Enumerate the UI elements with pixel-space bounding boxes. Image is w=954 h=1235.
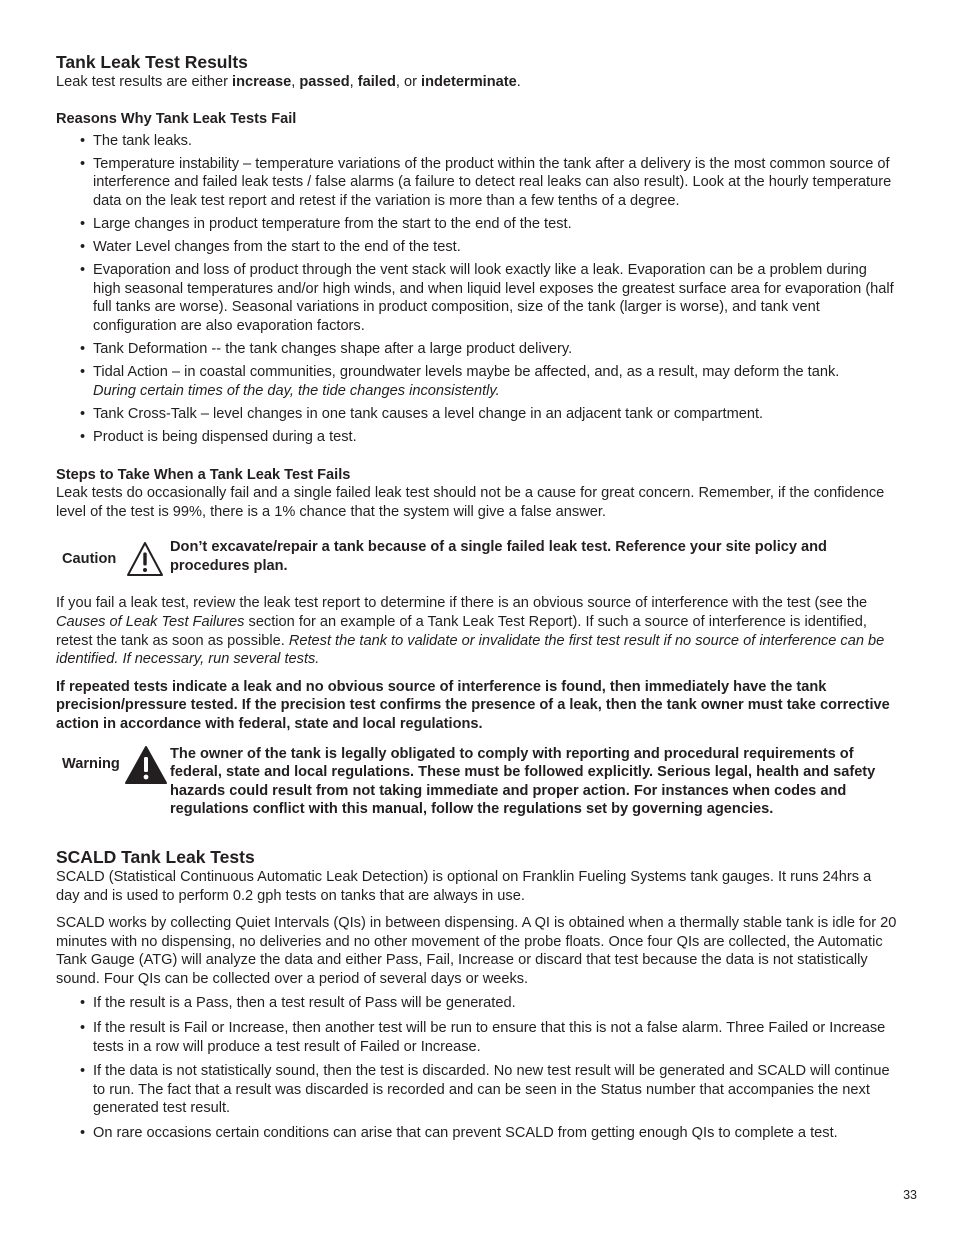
caution-triangle-icon (126, 540, 164, 578)
repeated-tests-paragraph: If repeated tests indicate a leak and no obvious source of interference is found, then immediately have the tank precision/pressure tested. If the precision test confirms the presence of a leak, then the tank owner must take corrective action in accordance with federal, state and local regulations. (56, 678, 890, 732)
subsection-title-reasons: Reasons Why Tank Leak Tests Fail (56, 111, 297, 128)
section-title-results: Tank Leak Test Results (56, 52, 248, 72)
result-indeterminate: indeterminate (421, 74, 517, 90)
warning-label-group (56, 745, 170, 785)
subsection-title-steps: Steps to Take When a Tank Leak Test Fails (56, 466, 351, 483)
causes-reference: Causes of Leak Test Failures (56, 613, 245, 630)
tidal-note: During certain times of the day, the tide changes inconsistently. (93, 382, 500, 399)
page-content (56, 52, 898, 1147)
caution-label: Caution (62, 551, 117, 568)
warning-text: The owner of the tank is legally obligated to comply with reporting and procedural requirements of federal, state and local regulations. These must be followed explicitly. Serious legal, health and safety hazards could result from not taking immediate and proper action. For instances when codes and regulations conflict with this manual, follow the regulations set by governing agencies. (170, 745, 876, 818)
result-failed: failed (357, 74, 396, 90)
scald-list (56, 994, 898, 1142)
result-passed: passed (299, 74, 350, 90)
list-item: • If the data is not statistically sound, then the test is discarded. No new test result will be generated and SCALD will continue to run. The fact that a result was discarded is recorded and can be seen in the Status number that accompanies the next generated test result. (80, 1062, 898, 1118)
caution-text: Don’t excavate/repair a tank because of a single failed leak test. Reference your site policy and procedures plan. (170, 539, 827, 574)
list-item: • Temperature instability – temperature variations of the product within the tank after a delivery is the most common source of interference and failed leak tests / false alarms (a failure to detect real leaks can also result). Look at the hourly temperature data on the leak test report and retest if the variation is more than a few tenths of a degree. (80, 155, 898, 211)
list-item: • The tank leaks. (80, 132, 898, 151)
list-item: • If the result is a Pass, then a test result of Pass will be generated. (80, 994, 898, 1013)
list-item: • Tank Cross-Talk – level changes in one tank causes a level change in an adjacent tank or compartment. (80, 405, 898, 424)
list-item: • Product is being dispensed during a test. (80, 428, 898, 447)
section-title-scald: SCALD Tank Leak Tests (56, 846, 255, 867)
list-item: • Evaporation and loss of product through the vent stack will look exactly like a leak. Evaporation can be a problem during high seasonal temperatures and/or high winds, and when liquid level exposes the greatest surface area for evaporation (half full tanks are worse). Seasonal variations in product composition, size of the tank (larger is worse), and tank vent configuration are also evaporation factors. (80, 261, 898, 335)
scald-paragraph-2: SCALD works by collecting Quiet Intervals (QIs) in between dispensing. A QI is obtained when a thermally stable tank is idle for 20 minutes with no dispensing, no deliveries and no other movement of the probe floats. Once four QIs are collected, the Automatic Tank Gauge (ATG) will analyze the data and either Pass, Fail, Increase or discard that test because the data is not statistically sound. Four QIs can be collected over a period of several days or weeks. (56, 915, 897, 987)
list-item: • Large changes in product temperature from the start to the end of the test. (80, 215, 898, 234)
warning-notice (56, 745, 898, 819)
warning-label: Warning (62, 756, 120, 773)
results-intro: Leak test results are either increase, passed, failed, or indeterminate. (56, 74, 521, 90)
list-item: • Tank Deformation -- the tank changes shape after a large product delivery. (80, 340, 898, 359)
page-number: 33 (903, 1188, 917, 1202)
list-item: • If the result is Fail or Increase, then another test will be run to ensure that this is not a false alarm. Three Failed or Increase tests in a row will produce a test result of Failed or Increase. (80, 1019, 898, 1056)
review-paragraph: If you fail a leak test, review the leak test report to determine if there is an obvious source of interference with the test (see the Causes of Leak Test Failures section for an example of a Tank Leak Test Report). If such a source of interference is identified, retest the tank as soon as possible. Retest the tank to validate or invalidate the first test result if no source of interference can be identified. If necessary, run several tests. (56, 595, 885, 668)
list-item: • On rare occasions certain conditions can arise that can prevent SCALD from getting enough QIs to complete a test. (80, 1124, 898, 1143)
warning-triangle-icon (124, 745, 168, 785)
list-item: • Water Level changes from the start to the end of the test. (80, 238, 898, 257)
result-increase: increase (232, 74, 292, 90)
reasons-list (56, 132, 898, 447)
caution-label-group (56, 538, 170, 578)
list-item: • Tidal Action – in coastal communities, groundwater levels maybe be affected, and, as a result, may deform the tank. During certain times of the day, the tide changes inconsistently. (80, 363, 898, 400)
steps-intro: Leak tests do occasionally fail and a single failed leak test should not be a cause for great concern. Remember, if the confidence level of the test is 99%, there is a 1% chance that the system will give a false answer. (56, 485, 885, 520)
scald-paragraph-1: SCALD (Statistical Continuous Automatic Leak Detection) is optional on Franklin Fueling Systems tank gauges. It runs 24hrs a day and is used to perform 0.2 gph tests on tanks that are always in use. (56, 868, 872, 904)
caution-notice (56, 538, 898, 578)
